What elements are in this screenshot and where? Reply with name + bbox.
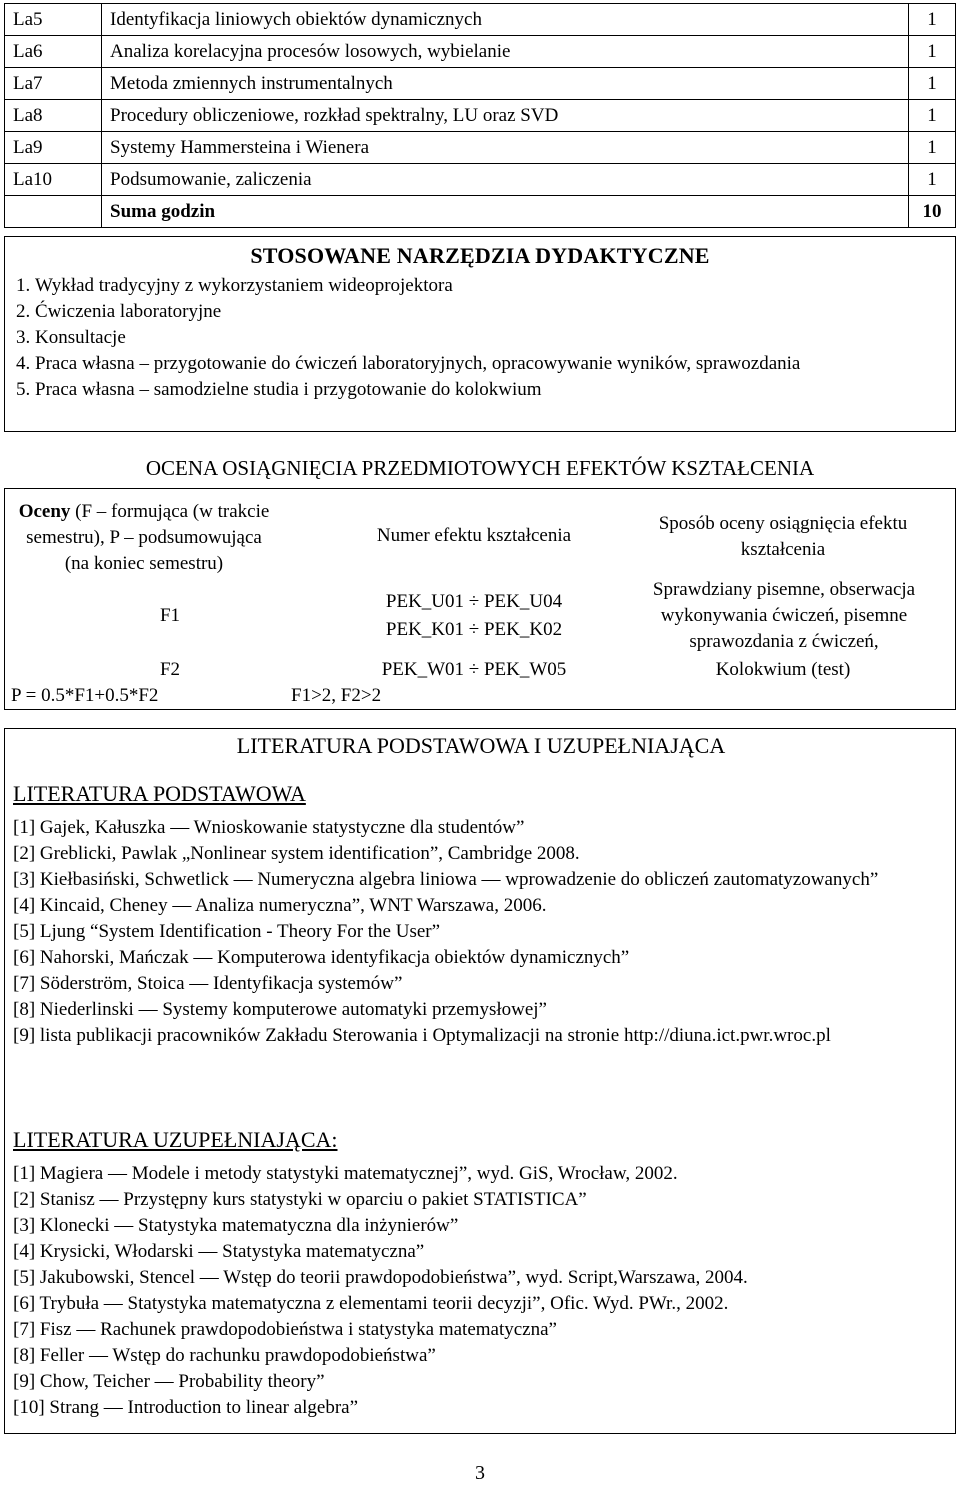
row-topic: Procedury obliczeniowe, rozkład spektralny, LU oraz SVD [102,100,909,132]
list-item: [9] Chow, Teicher ― Probability theory” [13,1371,325,1392]
effects-f2: PEK_W01 ÷ PEK_W05 [381,659,567,680]
grades-header-text: (F – formująca (w trakcie semestru), P – podsumowująca (na koniec semestru) [26,501,270,574]
method-f1: Sprawdziany pisemne, obserwacja wykonywania ćwiczeń, pisemne sprawozdania z ćwiczeń, [652,579,916,652]
sum-value: 10 [909,196,956,228]
row-topic: Analiza korelacyjna procesów losowych, wybielanie [102,36,909,68]
supplementary-literature-heading: LITERATURA UZUPEŁNIAJĄCA: [13,1127,338,1152]
list-item: [8] Feller ― Wstęp do rachunku prawdopodobieństwa” [13,1345,436,1366]
grades-header [13,499,275,577]
supplementary-literature-list [13,1161,943,1421]
final-grade-formula: P = 0.5*F1+0.5*F2 [11,685,159,706]
row-code: La10 [5,164,102,196]
basic-literature-list [13,815,943,1049]
list-item: [6] Nahorski, Mańczak ― Komputerowa identyfikacja obiektów dynamicznych” [13,947,630,968]
section-title: OCENA OSIĄGNIĘCIA PRZEDMIOTOWYCH EFEKTÓW KSZTAŁCENIA [145,456,815,480]
list-item: 1. Wykład tradycyjny z wykorzystaniem wideoprojektora [35,273,947,299]
row-hours: 1 [909,36,956,68]
list-item: [10] Strang ― Introduction to linear algebra” [13,1397,359,1418]
pass-condition: F1>2, F2>2 [291,685,382,706]
list-item: [7] Söderström, Stoica ― Identyfikacja systemów” [13,973,403,994]
row-topic: Podsumowanie, zaliczenia [102,164,909,196]
list-item: 5. Praca własna – samodzielne studia i przygotowanie do kolokwium [35,377,947,403]
row-code: La8 [5,100,102,132]
row-code: La5 [5,4,102,36]
row-topic: Metoda zmiennych instrumentalnych [102,68,909,100]
list-item: 4. Praca własna – przygotowanie do ćwiczeń laboratoryjnych, opracowywanie wyników, sprawozdania [35,351,947,377]
effects-f1-line1: PEK_U01 ÷ PEK_U04 [385,591,563,612]
page-number: 3 [475,1462,485,1484]
row-code: La7 [5,68,102,100]
list-item: [4] Krysicki, Włodarski ― Statystyka matematyczna” [13,1241,425,1262]
list-item: [4] Kincaid, Cheney ― Analiza numeryczna”, WNT Warszawa, 2006. [13,895,547,916]
row-topic: Identyfikacja liniowych obiektów dynamicznych [102,4,909,36]
list-item: [5] Jakubowski, Stencel ― Wstęp do teorii prawdopodobieństwa”, wyd. Script,Warszawa, 2004. [13,1267,748,1288]
table-row [5,36,956,68]
sum-label: Suma godzin [102,196,909,228]
sum-empty-cell [5,196,102,228]
row-hours: 1 [909,100,956,132]
assessment-table [4,488,956,710]
list-item: [8] Niederlinski ― Systemy komputerowe automatyki przemysłowej” [13,999,547,1020]
list-item: [3] Klonecki ― Statystyka matematyczna dla inżynierów” [13,1215,459,1236]
row-topic: Systemy Hammersteina i Wienera [102,132,909,164]
row-hours: 1 [909,164,956,196]
table-row [5,132,956,164]
list-item: [2] Greblicki, Pawlak „Nonlinear system identification”, Cambridge 2008. [13,843,580,864]
list-item: 3. Konsultacje [35,325,947,351]
grade-f2: F2 [159,659,181,680]
table-row [5,100,956,132]
lab-schedule-table [4,3,956,228]
basic-literature-heading: LITERATURA PODSTAWOWA [13,781,306,806]
effects-f1-line2: PEK_K01 ÷ PEK_K02 [385,619,563,640]
table-row [5,4,956,36]
list-item: [3] Kiełbasiński, Schwetlick ― Numeryczna algebra liniowa ― wprowadzenie do obliczeń zautomatyzowanych” [13,869,879,890]
list-item: 2. Ćwiczenia laboratoryjne [35,299,947,325]
table-row [5,164,956,196]
section-title: LITERATURA PODSTAWOWA I UZUPEŁNIAJĄCA [236,733,726,758]
row-code: La9 [5,132,102,164]
row-hours: 1 [909,132,956,164]
row-hours: 1 [909,4,956,36]
list-item: [7] Fisz ― Rachunek prawdopodobieństwa i statystyka matematyczna” [13,1319,557,1340]
grade-f1: F1 [159,605,181,626]
row-code: La6 [5,36,102,68]
tools-list [13,273,947,403]
literature-section [4,728,956,1434]
list-item: [9] lista publikacji pracowników Zakładu Sterowania i Optymalizacji na stronie http://diuna.ict.pwr.wroc.pl [13,1025,831,1046]
row-hours: 1 [909,68,956,100]
list-item: [1] Gajek, Kałuszka ― Wnioskowanie statystyczne dla studentów” [13,817,525,838]
grades-header-bold: Oceny [18,501,71,522]
method-f2: Kolokwium (test) [715,659,851,680]
effect-header: Numer efektu kształcenia [376,525,572,546]
sum-row [5,196,956,228]
didactic-tools-section [4,236,956,432]
section-title: STOSOWANE NARZĘDZIA DYDAKTYCZNE [250,243,710,268]
list-item: [6] Trybuła ― Statystyka matematyczna z elementami teorii decyzji”, Ofic. Wyd. PWr., 2002. [13,1293,729,1314]
table-row [5,68,956,100]
list-item: [2] Stanisz ― Przystępny kurs statystyki w oparciu o pakiet STATISTICA” [13,1189,587,1210]
list-item: [1] Magiera ― Modele i metody statystyki matematycznej”, wyd. GiS, Wrocław, 2002. [13,1163,678,1184]
list-item: [5] Ljung “System Identification - Theory For the User” [13,921,441,942]
method-header: Sposób oceny osiągnięcia efektu kształcenia [658,513,908,560]
